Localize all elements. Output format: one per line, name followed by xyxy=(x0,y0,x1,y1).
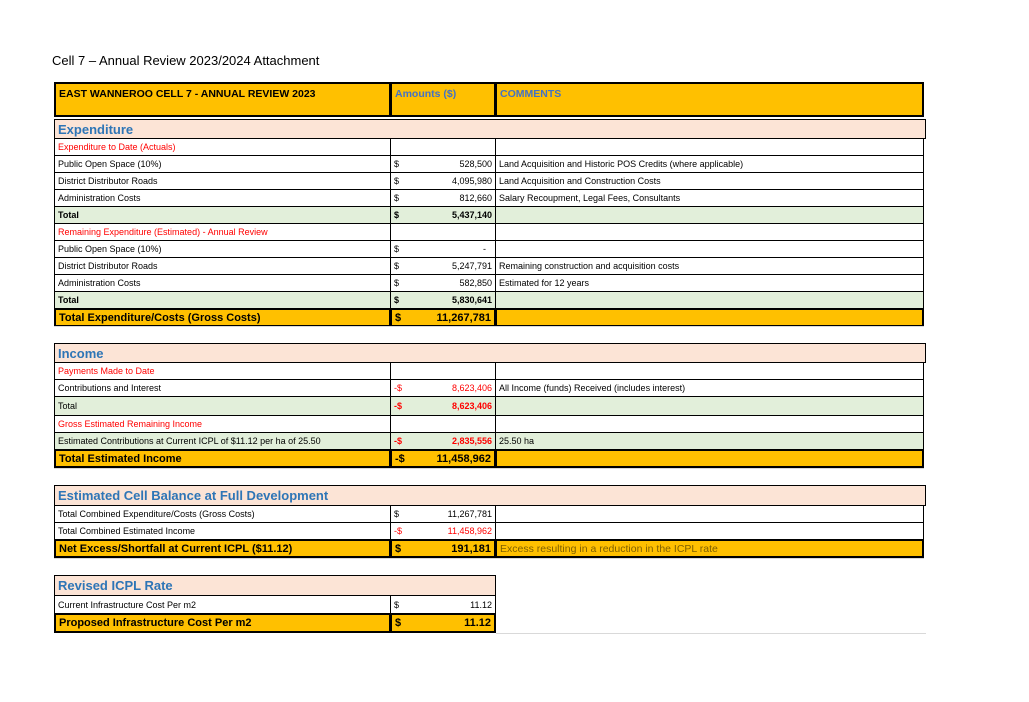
empty-cell xyxy=(495,396,924,416)
section-expenditure-row xyxy=(54,119,925,138)
total-row xyxy=(54,206,923,223)
subheading: Expenditure to Date (Actuals) xyxy=(54,138,391,156)
currency-sign: $ xyxy=(394,159,400,169)
row-amount: 11.12 xyxy=(470,599,492,610)
empty-cell xyxy=(495,362,924,380)
row-amount: 4,095,980 xyxy=(451,176,492,186)
table-row xyxy=(54,274,923,291)
row-comment: Land Acquisition and Historic POS Credits (where applicable) xyxy=(495,155,924,173)
currency-sign: $ xyxy=(394,261,400,271)
row-label: Contributions and Interest xyxy=(54,379,391,397)
empty-cell xyxy=(495,138,924,156)
row-amount: 8,623,406 xyxy=(451,383,492,393)
total-row xyxy=(54,291,923,308)
empty-cell xyxy=(495,522,924,540)
empty-cell xyxy=(390,138,496,156)
section-income-row xyxy=(54,343,925,362)
table-row xyxy=(54,189,923,206)
net-row xyxy=(54,539,923,557)
currency-sign: $ xyxy=(395,311,402,324)
currency-sign: -$ xyxy=(394,401,403,411)
currency-sign: -$ xyxy=(394,526,403,536)
subheading-row xyxy=(54,415,923,432)
table-row xyxy=(54,155,923,172)
table-row xyxy=(54,172,923,189)
row-comment xyxy=(495,240,924,258)
row-comment: Remaining construction and acquisition costs xyxy=(495,257,924,275)
total-amount: 5,830,641 xyxy=(451,295,492,305)
currency-sign: $ xyxy=(394,176,400,186)
grand-total-row xyxy=(54,308,923,326)
currency-sign: $ xyxy=(394,193,400,203)
table-row xyxy=(54,505,923,522)
row-label: Current Infrastructure Cost Per m2 xyxy=(54,595,391,614)
empty-cell xyxy=(495,308,924,327)
currency-sign: $ xyxy=(394,509,400,519)
total-row xyxy=(54,396,923,415)
row-label: District Distributor Roads xyxy=(54,172,391,190)
table-header-row xyxy=(54,82,923,116)
subheading: Gross Estimated Remaining Income xyxy=(54,415,391,433)
proposed-amount: 11.12 xyxy=(464,617,491,629)
currency-sign: -$ xyxy=(395,452,405,465)
subheading-row xyxy=(54,362,923,379)
section-icpl-row xyxy=(54,575,495,595)
subheading-row xyxy=(54,138,923,155)
row-label: Administration Costs xyxy=(54,274,391,292)
row-amount: 11,458,962 xyxy=(447,526,492,536)
section-title: Estimated Cell Balance at Full Development xyxy=(54,485,926,506)
net-label: Net Excess/Shortfall at Current ICPL ($11.12) xyxy=(54,539,391,558)
table-row xyxy=(54,240,923,257)
subheading: Remaining Expenditure (Estimated) - Annual Review xyxy=(54,223,391,241)
total-label: Total xyxy=(54,291,391,309)
table-row xyxy=(54,522,923,539)
row-amount: 2,835,556 xyxy=(451,436,492,446)
currency-sign: -$ xyxy=(394,436,403,446)
row-comment: Estimated for 12 years xyxy=(495,274,924,292)
row-amount: 5,247,791 xyxy=(451,261,492,271)
total-label: Total xyxy=(54,206,391,224)
empty-cell xyxy=(495,291,924,309)
currency-sign: -$ xyxy=(394,383,403,393)
currency-sign: $ xyxy=(394,295,400,305)
row-amount: 528,500 xyxy=(459,159,492,169)
section-balance-row xyxy=(54,485,925,505)
subheading-row xyxy=(54,223,923,240)
row-amount: 582,850 xyxy=(459,278,492,288)
section-title: Expenditure xyxy=(54,119,926,139)
row-comment: Land Acquisition and Construction Costs xyxy=(495,172,924,190)
empty-cell xyxy=(495,206,924,224)
row-comment: 25.50 ha xyxy=(495,432,924,450)
gridline xyxy=(54,326,924,327)
gridline xyxy=(54,558,924,559)
row-amount: 812,660 xyxy=(459,193,492,203)
currency-sign: $ xyxy=(394,599,400,610)
grand-total-label: Total Expenditure/Costs (Gross Costs) xyxy=(54,308,391,327)
row-label: Estimated Contributions at Current ICPL of $11.12 per ha of 25.50 xyxy=(54,432,391,450)
currency-sign: $ xyxy=(395,617,402,629)
net-amount: 191,181 xyxy=(451,542,491,555)
section-title: Revised ICPL Rate xyxy=(54,575,496,596)
row-label: Total Combined Expenditure/Costs (Gross Costs) xyxy=(54,505,391,523)
row-comment: All Income (funds) Received (includes interest) xyxy=(495,379,924,397)
currency-sign: $ xyxy=(395,542,402,555)
gridline xyxy=(54,468,924,469)
row-amount: 11,267,781 xyxy=(447,509,492,519)
row-label: Public Open Space (10%) xyxy=(54,240,391,258)
currency-sign: $ xyxy=(394,244,400,254)
proposed-label: Proposed Infrastructure Cost Per m2 xyxy=(54,613,391,633)
empty-cell xyxy=(390,415,496,433)
net-comment: Excess resulting in a reduction in the ICPL rate xyxy=(495,539,924,558)
row-label: Total Combined Estimated Income xyxy=(54,522,391,540)
total-amount: 8,623,406 xyxy=(451,401,492,411)
currency-sign: $ xyxy=(394,278,400,288)
row-amount: - xyxy=(483,244,486,254)
row-label: District Distributor Roads xyxy=(54,257,391,275)
total-amount: 5,437,140 xyxy=(451,210,492,220)
currency-sign: $ xyxy=(394,210,400,220)
row-label: Public Open Space (10%) xyxy=(54,155,391,173)
header-title: EAST WANNEROO CELL 7 - ANNUAL REVIEW 2023 xyxy=(54,82,391,117)
row-label: Administration Costs xyxy=(54,189,391,207)
table-row xyxy=(54,257,923,274)
grand-total-row xyxy=(54,449,923,467)
grand-total-label: Total Estimated Income xyxy=(54,449,391,468)
empty-cell xyxy=(495,223,924,241)
table-row xyxy=(54,432,923,449)
empty-cell xyxy=(390,223,496,241)
empty-cell xyxy=(495,505,924,523)
subheading: Payments Made to Date xyxy=(54,362,391,380)
empty-cell xyxy=(495,449,924,468)
empty-cell xyxy=(495,415,924,433)
gridline xyxy=(496,633,926,634)
section-title: Income xyxy=(54,343,926,363)
document-title: Cell 7 – Annual Review 2023/2024 Attachment xyxy=(52,53,320,68)
total-label: Total xyxy=(54,396,391,416)
empty-cell xyxy=(390,362,496,380)
row-comment: Salary Recoupment, Legal Fees, Consultants xyxy=(495,189,924,207)
grand-total-amount: 11,267,781 xyxy=(436,311,491,324)
header-comments: COMMENTS xyxy=(495,82,924,117)
grand-total-row xyxy=(54,613,495,632)
grand-total-amount: 11,458,962 xyxy=(436,452,491,465)
table-row xyxy=(54,379,923,396)
header-amounts: Amounts ($) xyxy=(390,82,496,117)
table-row xyxy=(54,595,495,613)
